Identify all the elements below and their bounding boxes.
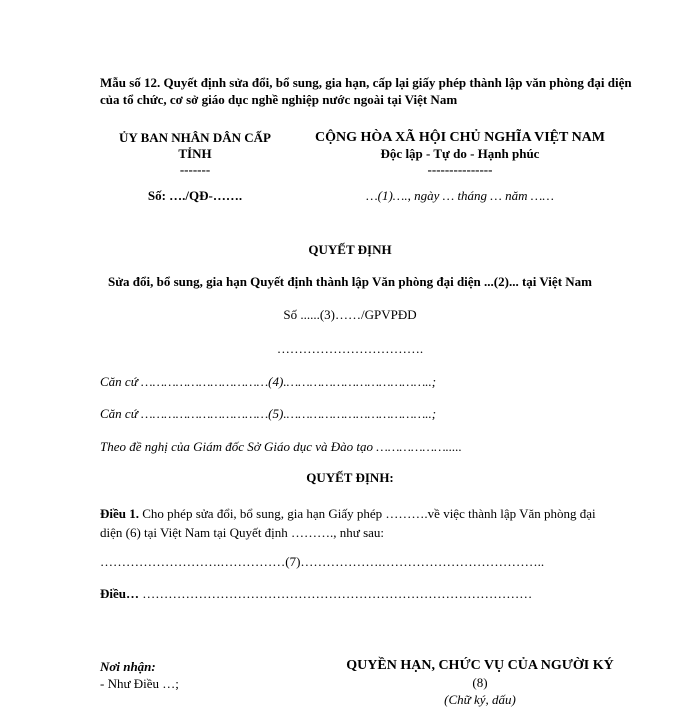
signer-note: (8) [472, 675, 488, 690]
decision-subject: Sửa đổi, bổ sung, gia hạn Quyết định thành lập Văn phòng đại diện ...(2)... tại Việt Nam [107, 274, 592, 289]
form-title: Mẫu số 12. Quyết định sửa đổi, bổ sung, gia hạn, cấp lại giấy phép thành lập văn phòng đại diện của tổ chức, cơ sở giáo dục nghề nghiệp nước ngoài tại Việt Nam [100, 75, 632, 107]
authority-header [100, 130, 290, 204]
signer-sign: (Chữ ký, dấu) [444, 692, 516, 707]
recipients-label: Nơi nhận: [100, 659, 156, 674]
article-next-text: ……………………………………………………………………………… [139, 586, 533, 601]
place-date: …(1)…., ngày … tháng … năm …… [366, 188, 554, 203]
decision-number: Số: …./QĐ-……. [147, 188, 243, 203]
authority-name-line1: ỦY BAN NHÂN DÂN CẤP [119, 130, 271, 145]
proposal: Theo đề nghị của Giám đốc Sở Giáo dục và Đào tạo ………………..... [100, 439, 462, 454]
basis-2: Căn cứ ……………………………(5).………………………………..; [100, 406, 437, 421]
decision-title: QUYẾT ĐỊNH [308, 242, 392, 257]
nation-name: CỘNG HÒA XÃ HỘI CHỦ NGHĨA VIỆT NAM [314, 130, 605, 145]
article-next [100, 586, 532, 602]
dotted-line: ……………………………. [276, 341, 424, 356]
decides-heading: QUYẾT ĐỊNH: [306, 470, 394, 485]
nation-header [305, 130, 615, 204]
recipient-item: - Như Điều …; [100, 676, 179, 691]
article-1-label: Điều 1. [100, 506, 139, 521]
permit-number: Số ......(3)……/GPVPĐD [283, 307, 417, 322]
authority-rule: ------- [179, 162, 211, 177]
signer-block [330, 657, 630, 708]
line-7: ……………………….……………(7)……………….……………………………….. [100, 554, 545, 569]
article-next-label: Điều… [100, 586, 139, 601]
basis-1: Căn cứ ……………………………(4).………………………………..; [100, 374, 437, 389]
nation-motto: Độc lập - Tự do - Hạnh phúc [380, 146, 540, 161]
authority-name-line2: TỈNH [178, 146, 212, 161]
article-1-text: Cho phép sửa đổi, bổ sung, gia hạn Giấy phép ……….về việc thành lập Văn phòng đại diện (6) tại Việt Nam tại Quyết định ………., như sau: [100, 506, 596, 540]
article-1 [100, 504, 620, 542]
nation-rule: --------------- [427, 162, 493, 177]
signer-title: QUYỀN HẠN, CHỨC VỤ CỦA NGƯỜI KÝ [346, 658, 614, 673]
recipients [100, 658, 179, 692]
